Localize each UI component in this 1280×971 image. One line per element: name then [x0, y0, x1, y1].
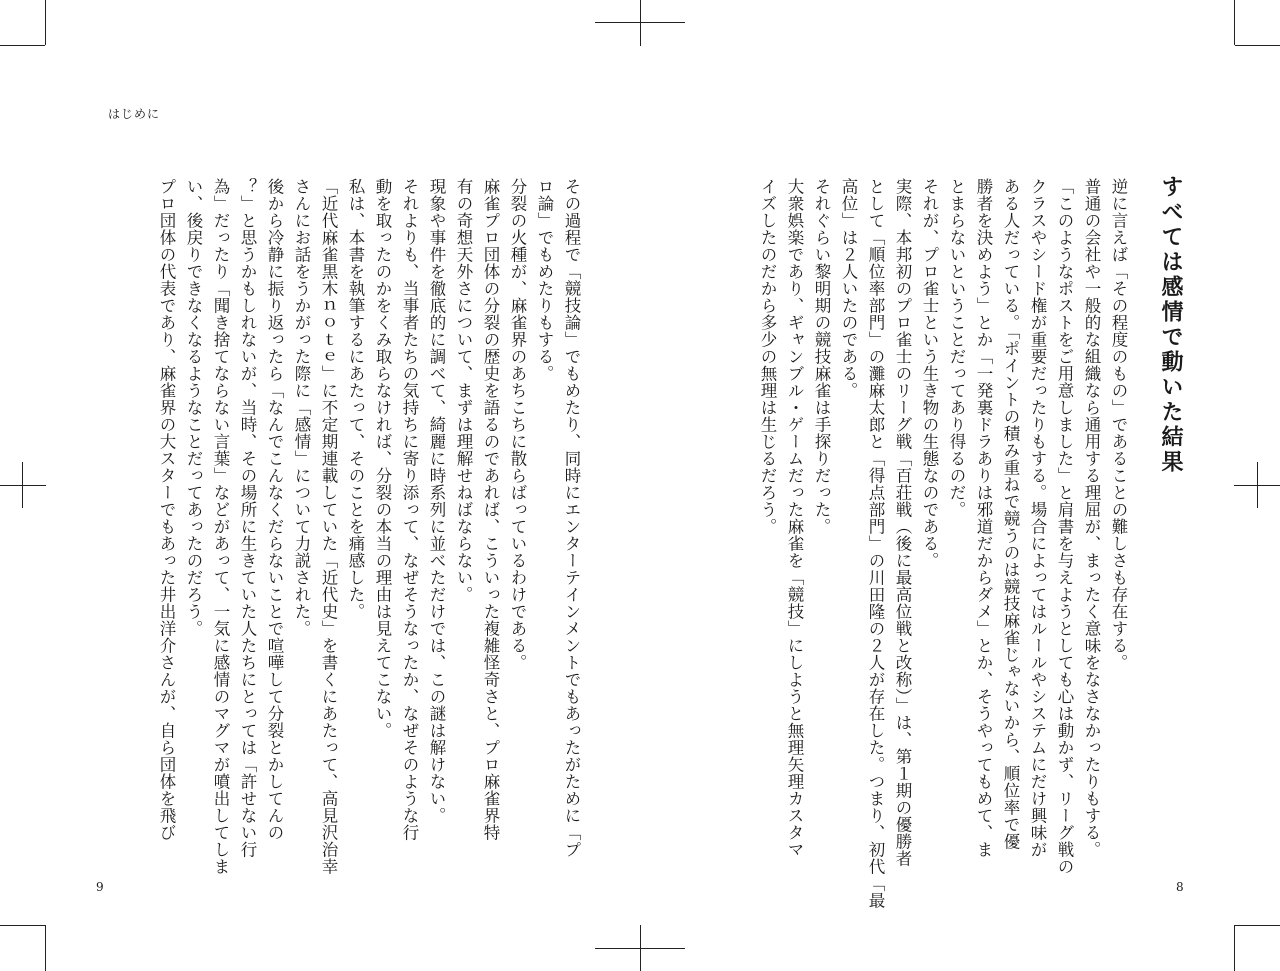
text-line: ある人だっている。「ポイントの積み重ねで競うのは競技麻雀じゃないから、順位率で優 [1001, 178, 1020, 850]
running-header: はじめに [108, 107, 161, 121]
section-heading: すべては感情で動いた結果 [1158, 175, 1183, 475]
text-line: 私は、本書を執筆するにあたって、そのことを痛感した。 [346, 178, 365, 620]
side-mark-right-v [1257, 462, 1258, 508]
text-line: 「近代麻雀黒木ｎｏｔｅ」に不定期連載していた「近代史」を書くにあたって、高見沢治幸 [319, 178, 338, 875]
text-line: い、後戻りできなくなるようなことだってあったのだろう。 [184, 178, 203, 637]
text-line: イズしたのだから多少の無理は生じるだろう。 [758, 178, 777, 535]
text-line: 大衆娯楽であり、ギャンブル・ゲームだった麻雀を「競技」にしようと無理矢理カスタマ [785, 178, 804, 858]
text-line: 為」だったり「聞き捨てならない言葉」などがあって、一気に感情のマグマが噴出してしま [211, 178, 230, 875]
center-mark-bottom-v [640, 925, 641, 971]
crop-mark-bottom-right-v [1234, 925, 1235, 971]
right-page-body [754, 178, 1132, 909]
text-line: 逆に言えば「その程度のもの」であることの難しさも存在する。 [1109, 178, 1128, 671]
crop-mark-bottom-left-h [0, 925, 45, 926]
text-line: として「順位率部門」の灘麻太郎と「得点部門」の川田隆の２人が存在した。つまり、初代「最 [866, 178, 885, 909]
text-line: 後から冷静に振り返ったら「なんでこんなくだらないことで喧嘩して分裂とかしてんの [265, 178, 284, 841]
page-number-left: 9 [96, 880, 104, 894]
text-line: 有の奇想天外さについて、まずは理解せねばならない。 [454, 178, 473, 603]
text-line: クラスやシード権が重要だったりもする。場合によってはルールやシステムにだけ興味が [1028, 178, 1047, 858]
crop-mark-top-left-v [45, 0, 46, 45]
text-line: プロ団体の代表であり、麻雀界の大スターでもあった井出洋介さんが、自ら団体を飛び [157, 178, 176, 841]
crop-mark-top-left-h [0, 45, 45, 46]
text-line: 「このようなポストをご用意しました」と肩書を与えようとしても心は動かず、リーグ戦の [1055, 178, 1074, 875]
text-line: 現象や事件を徹底的に調べて、綺麗に時系列に並べただけでは、この謎は解けない。 [427, 178, 446, 824]
side-mark-left-h [0, 485, 46, 486]
text-line: ？」と思うかもしれないが、当時、その場所に生きていた人たちにとっては「許せない行 [238, 178, 257, 858]
left-page-body [153, 178, 585, 875]
crop-mark-top-right-h [1235, 45, 1280, 46]
text-line: 麻雀プロ団体の分裂の歴史を語るのであれば、こういった複雑怪奇さと、プロ麻雀界特 [481, 178, 500, 841]
center-mark-top-v [640, 0, 641, 46]
text-line: その過程で「競技論」でもめたり、同時にエンターテインメントでもあったがために「プ [562, 178, 581, 858]
text-line: 高位」は２人いたのである。 [839, 178, 858, 399]
text-line: とまらないということだってあり得るのだ。 [947, 178, 966, 518]
text-line: 勝者を決めよう」とか「一発裏ドラありは邪道だからダメ」とか、そうやってもめて、ま [974, 178, 993, 858]
text-line: さんにお話をうかがった際に「感情」について力説された。 [292, 178, 311, 637]
text-line: 普通の会社や一般的な組織なら通用する理屈が、まったく意味をなさなかったりもする。 [1082, 178, 1101, 858]
text-line: 分裂の火種が、麻雀界のあちこちに散らばっているわけである。 [508, 178, 527, 671]
page-number-right: 8 [1176, 880, 1184, 894]
text-line: それよりも、当事者たちの気持ちに寄り添って、なぜそうなったか、なぜそのような行 [400, 178, 419, 841]
text-line: それぐらい黎明期の競技麻雀は手探りだった。 [812, 178, 831, 535]
side-mark-left-v [22, 462, 23, 508]
crop-mark-top-right-v [1234, 0, 1235, 45]
text-line: 実際、本邦初のプロ雀士のリーグ戦「百荘戦（後に最高位戦と改称）」は、第１期の優勝者 [893, 178, 912, 867]
text-line: 動を取ったのかをくみ取らなければ、分裂の本当の理由は見えてこない。 [373, 178, 392, 739]
crop-mark-bottom-left-v [45, 925, 46, 971]
text-line: それが、プロ雀士という生き物の生態なのである。 [920, 178, 939, 569]
text-line: ロ論」でもめたりもする。 [535, 178, 554, 382]
crop-mark-bottom-right-h [1235, 925, 1280, 926]
